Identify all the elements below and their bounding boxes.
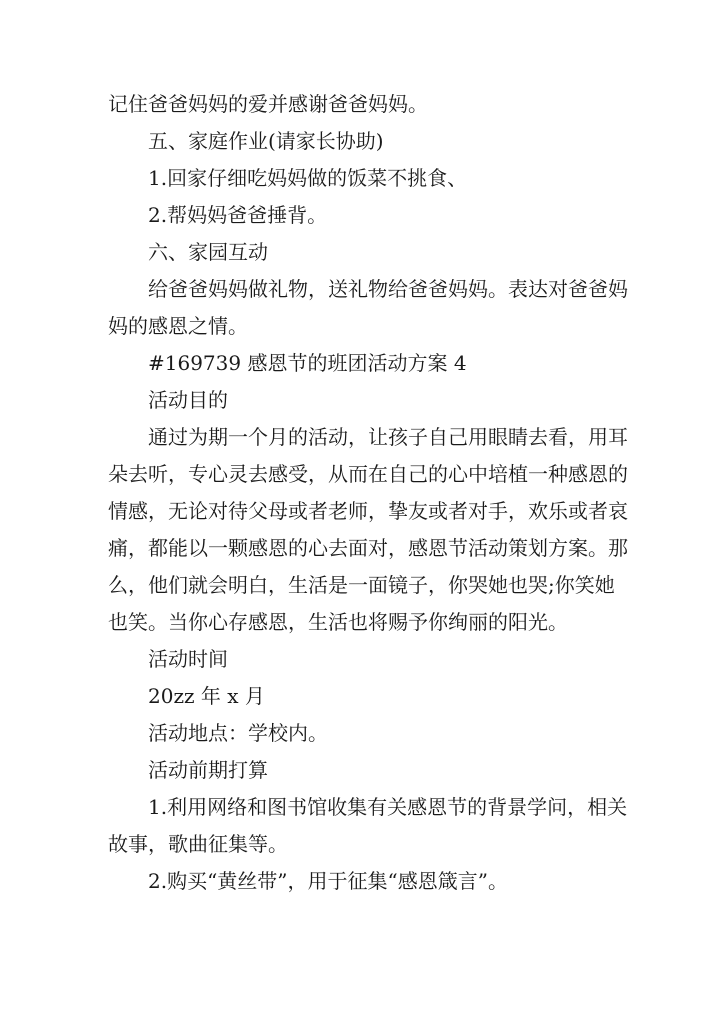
section-heading-time: 活动时间 <box>148 647 228 671</box>
text-line: 给爸爸妈妈做礼物，送礼物给爸爸妈妈。表达对爸爸妈 <box>148 277 628 301</box>
text-line: 20zz 年 x 月 <box>148 684 265 708</box>
section-heading-homework: 五、家庭作业(请家长协助) <box>148 129 384 153</box>
list-item: 2.帮妈妈爸爸捶背。 <box>148 203 328 227</box>
text-line: 也笑。当你心存感恩，生活也将赐予你绚丽的阳光。 <box>108 610 568 634</box>
text-line: 痛，都能以一颗感恩的心去面对，感恩节活动策划方案。那 <box>108 536 628 560</box>
text-line: 故事，歌曲征集等。 <box>108 832 288 856</box>
list-item: 2.购买“黄丝带”，用于征集“感恩箴言”。 <box>148 869 508 893</box>
text-line: 情感，无论对待父母或者老师，挚友或者对手，欢乐或者哀 <box>108 499 628 523</box>
section-heading-interaction: 六、家园互动 <box>148 240 268 264</box>
list-item: 1.利用网络和图书馆收集有关感恩节的背景学问，相关 <box>148 795 628 819</box>
document-title: #169739 感恩节的班团活动方案 4 <box>148 351 467 375</box>
text-line: 活动地点：学校内。 <box>148 721 328 745</box>
text-line: 记住爸爸妈妈的爱并感谢爸爸妈妈。 <box>108 92 428 116</box>
text-line: 通过为期一个月的活动，让孩子自己用眼睛去看，用耳 <box>148 425 628 449</box>
document-page <box>108 86 628 900</box>
section-heading-preparation: 活动前期打算 <box>148 758 268 782</box>
text-line: 妈的感恩之情。 <box>108 314 248 338</box>
list-item: 1.回家仔细吃妈妈做的饭菜不挑食、 <box>148 166 468 190</box>
section-heading-purpose: 活动目的 <box>148 388 228 412</box>
text-line: 朵去听，专心灵去感受，从而在自己的心中培植一种感恩的 <box>108 462 628 486</box>
text-line: 么，他们就会明白，生活是一面镜子，你哭她也哭;你笑她 <box>108 573 615 597</box>
